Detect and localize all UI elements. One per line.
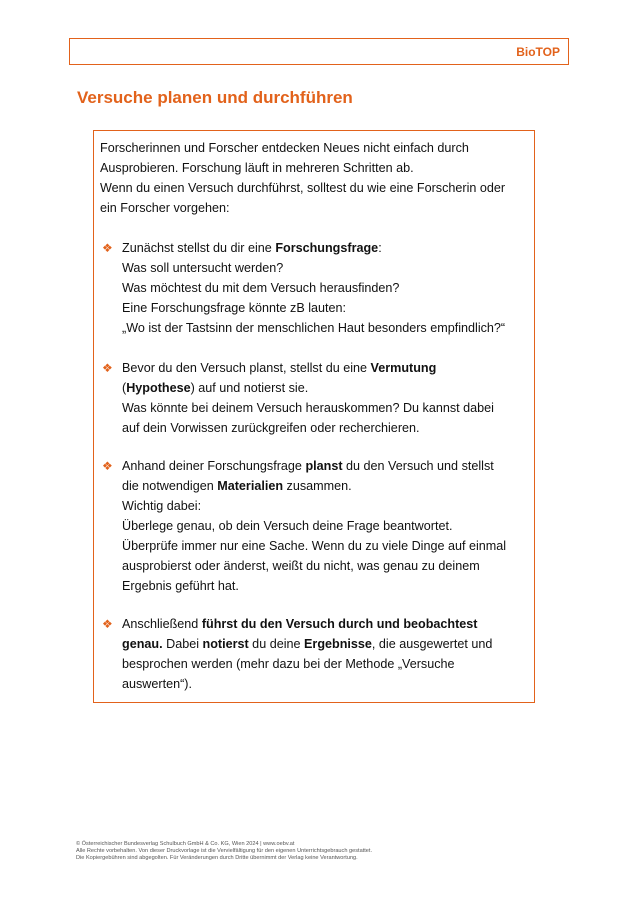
step-line: Zunächst stellst du dir eine Forschungsfrage: (122, 241, 382, 255)
step-line: Anhand deiner Forschungsfrage planst du den Versuch und stellst (122, 459, 494, 473)
step-line: Anschließend führst du den Versuch durch und beobachtest (122, 617, 478, 631)
footer-copyright (76, 841, 372, 862)
diamond-bullet-icon: ❖ (102, 361, 113, 375)
step-line: Was soll untersucht werden? (122, 261, 284, 275)
step-conduct (100, 614, 526, 694)
step-line: ausprobierst oder änderst, weißt du nicht, was genau zu deinem (122, 559, 480, 573)
step-line: Was möchtest du mit dem Versuch herausfinden? (122, 281, 400, 295)
step-line: „Wo ist der Tastsinn der menschlichen Haut besonders empfindlich?“ (122, 321, 506, 335)
step-line: Überprüfe immer nur eine Sache. Wenn du zu viele Dinge auf einmal (122, 539, 507, 553)
intro-line: Forscherinnen und Forscher entdecken Neues nicht einfach durch (100, 141, 469, 155)
step-line: Wichtig dabei: (122, 499, 202, 513)
step-line: genau. Dabei notierst du deine Ergebnisse, die ausgewertet und (122, 637, 493, 651)
brand-label: BioTOP (516, 45, 560, 59)
footer-line: © Österreichischer Bundesverlag Schulbuch GmbH & Co. KG, Wien 2024 | www.oebv.at (76, 841, 295, 847)
step-hypothesis (100, 358, 526, 438)
page-title: Versuche planen und durchführen (77, 88, 353, 107)
diamond-bullet-icon: ❖ (102, 617, 113, 631)
step-line: (Hypothese) auf und notierst sie. (122, 381, 309, 395)
diamond-bullet-icon: ❖ (102, 459, 113, 473)
step-line: Bevor du den Versuch planst, stellst du eine Vermutung (122, 361, 437, 375)
steps-list (100, 238, 526, 694)
step-line: auswerten“). (122, 677, 192, 691)
intro-line: Ausprobieren. Forschung läuft in mehreren Schritten ab. (100, 161, 414, 175)
step-plan-materials (100, 456, 526, 596)
footer-line: Alle Rechte vorbehalten. Von dieser Druckvorlage ist die Vervielfältigung für den eigenen Unterrichtsgebrauch gestattet. (76, 848, 373, 854)
step-line: Überlege genau, ob dein Versuch deine Frage beantwortet. (122, 519, 453, 533)
content-box (93, 130, 535, 703)
step-line: Eine Forschungsfrage könnte zB lauten: (122, 301, 347, 315)
step-line: auf dein Vorwissen zurückgreifen oder recherchieren. (122, 421, 420, 435)
step-line: Ergebnis geführt hat. (122, 579, 239, 593)
intro-line: ein Forscher vorgehen: (100, 201, 230, 215)
step-line: die notwendigen Materialien zusammen. (122, 479, 352, 493)
footer-line: Die Kopiergebühren sind abgegolten. Für Veränderungen durch Dritte übernimmt der Verlag keine Verantwortung. (76, 855, 358, 861)
intro-line: Wenn du einen Versuch durchführst, solltest du wie eine Forscherin oder (100, 181, 506, 195)
step-line: besprochen werden (mehr dazu bei der Methode „Versuche (122, 657, 455, 671)
intro-paragraph (100, 138, 526, 218)
step-line: Was könnte bei deinem Versuch herauskommen? Du kannst dabei (122, 401, 494, 415)
diamond-bullet-icon: ❖ (102, 241, 113, 255)
step-research-question (100, 238, 526, 338)
header-bar (69, 38, 569, 65)
